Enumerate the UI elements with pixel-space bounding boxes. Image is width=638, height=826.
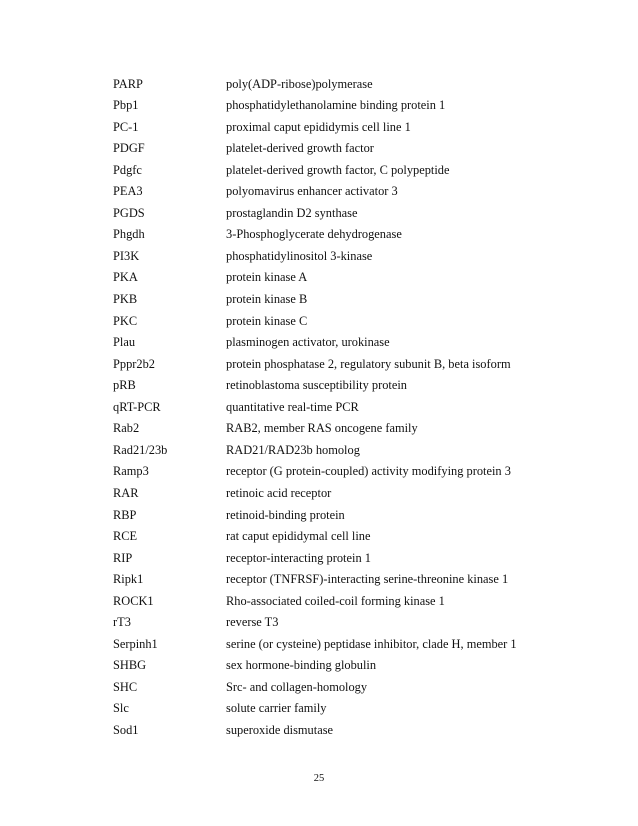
abbreviation-term: ROCK1 <box>113 593 154 608</box>
abbreviation-row <box>113 482 593 504</box>
abbreviation-definition: sex hormone-binding globulin <box>226 658 377 673</box>
abbreviation-definition: solute carrier family <box>226 701 327 716</box>
abbreviation-definition: phosphatidylethanolamine binding protein 1 <box>226 98 446 113</box>
abbreviation-row <box>113 655 593 677</box>
abbreviation-term: RCE <box>113 529 138 544</box>
abbreviation-row <box>113 547 593 569</box>
abbreviation-row <box>113 375 593 397</box>
abbreviation-term: PC-1 <box>113 119 139 134</box>
abbreviation-term: pRB <box>113 378 136 393</box>
abbreviation-definition: Rho-associated coiled-coil forming kinase 1 <box>226 593 445 608</box>
abbreviation-term: PGDS <box>113 205 145 220</box>
abbreviation-definition: reverse T3 <box>226 615 279 630</box>
abbreviation-term: PDGF <box>113 141 145 156</box>
abbreviation-term: RAR <box>113 485 139 500</box>
abbreviation-term: Pdgfc <box>113 162 142 177</box>
abbreviation-term: Sod1 <box>113 722 139 737</box>
abbreviation-term: Ramp3 <box>113 464 149 479</box>
abbreviation-row <box>113 159 593 181</box>
abbreviation-definition: polyomavirus enhancer activator 3 <box>226 184 398 199</box>
abbreviation-row <box>113 353 593 375</box>
abbreviation-term: Pbp1 <box>113 98 139 113</box>
abbreviation-row <box>113 288 593 310</box>
abbreviation-definition: receptor-interacting protein 1 <box>226 550 371 565</box>
abbreviation-term: Ripk1 <box>113 572 144 587</box>
abbreviation-term: SHBG <box>113 658 147 673</box>
abbreviation-term: PKB <box>113 292 138 307</box>
abbreviation-definition: superoxide dismutase <box>226 722 334 737</box>
abbreviation-term: PARP <box>113 76 143 91</box>
abbreviation-row <box>113 73 593 95</box>
abbreviation-definition: quantitative real-time PCR <box>226 399 359 414</box>
abbreviation-definition: RAB2, member RAS oncogene family <box>226 421 418 436</box>
abbreviation-row <box>113 418 593 440</box>
abbreviation-term: Slc <box>113 701 129 716</box>
abbreviation-definition: retinoid-binding protein <box>226 507 345 522</box>
abbreviation-definition: phosphatidylinositol 3-kinase <box>226 248 373 263</box>
abbreviation-term: Plau <box>113 335 136 350</box>
abbreviation-definition: poly(ADP-ribose)polymerase <box>226 76 373 91</box>
abbreviation-row <box>113 95 593 117</box>
abbreviation-row <box>113 202 593 224</box>
abbreviation-row <box>113 461 593 483</box>
abbreviation-definition: plasminogen activator, urokinase <box>226 335 390 350</box>
abbreviation-row <box>113 245 593 267</box>
abbreviation-definition: protein kinase B <box>226 292 308 307</box>
abbreviation-definition: protein kinase A <box>226 270 308 285</box>
abbreviation-term: rT3 <box>113 615 131 630</box>
abbreviation-row <box>113 698 593 720</box>
abbreviation-definition: protein kinase C <box>226 313 308 328</box>
abbreviation-term: PEA3 <box>113 184 143 199</box>
abbreviation-term: RIP <box>113 550 133 565</box>
abbreviation-row <box>113 525 593 547</box>
abbreviation-row <box>113 439 593 461</box>
abbreviation-row <box>113 224 593 246</box>
abbreviation-row <box>113 612 593 634</box>
abbreviation-list <box>113 73 593 741</box>
abbreviation-row <box>113 569 593 591</box>
abbreviation-term: Rad21/23b <box>113 442 168 457</box>
abbreviation-definition: Src- and collagen-homology <box>226 679 368 694</box>
abbreviation-term: Serpinh1 <box>113 636 158 651</box>
abbreviation-term: SHC <box>113 679 138 694</box>
abbreviation-definition: 3-Phosphoglycerate dehydrogenase <box>226 227 402 242</box>
abbreviation-row <box>113 504 593 526</box>
abbreviation-definition: proximal caput epididymis cell line 1 <box>226 119 411 134</box>
abbreviation-definition: protein phosphatase 2, regulatory subunit B, beta isoform <box>226 356 511 371</box>
abbreviation-row <box>113 181 593 203</box>
abbreviation-definition: platelet-derived growth factor <box>226 141 374 156</box>
page-number: 25 <box>313 773 325 784</box>
abbreviation-row <box>113 676 593 698</box>
abbreviation-row <box>113 590 593 612</box>
abbreviation-term: PKA <box>113 270 138 285</box>
abbreviation-definition: RAD21/RAD23b homolog <box>226 442 360 457</box>
abbreviation-row <box>113 719 593 741</box>
abbreviation-term: PKC <box>113 313 138 328</box>
abbreviation-term: RBP <box>113 507 137 522</box>
abbreviation-term: PI3K <box>113 248 140 263</box>
abbreviation-row <box>113 138 593 160</box>
abbreviation-term: Phgdh <box>113 227 145 242</box>
abbreviation-definition: receptor (TNFRSF)-interacting serine-threonine kinase 1 <box>226 572 509 587</box>
abbreviation-row <box>113 396 593 418</box>
abbreviation-definition: rat caput epididymal cell line <box>226 529 371 544</box>
abbreviation-term: qRT-PCR <box>113 399 161 414</box>
abbreviation-row <box>113 310 593 332</box>
abbreviation-term: Pppr2b2 <box>113 356 155 371</box>
abbreviation-row <box>113 267 593 289</box>
abbreviation-row <box>113 116 593 138</box>
abbreviation-term: Rab2 <box>113 421 140 436</box>
abbreviation-definition: retinoic acid receptor <box>226 485 332 500</box>
abbreviation-definition: serine (or cysteine) peptidase inhibitor, clade H, member 1 <box>226 636 517 651</box>
abbreviation-definition: platelet-derived growth factor, C polypeptide <box>226 162 450 177</box>
abbreviation-definition: prostaglandin D2 synthase <box>226 205 358 220</box>
abbreviation-definition: receptor (G protein-coupled) activity modifying protein 3 <box>226 464 511 479</box>
abbreviation-row <box>113 633 593 655</box>
abbreviation-row <box>113 332 593 354</box>
abbreviation-definition: retinoblastoma susceptibility protein <box>226 378 408 393</box>
